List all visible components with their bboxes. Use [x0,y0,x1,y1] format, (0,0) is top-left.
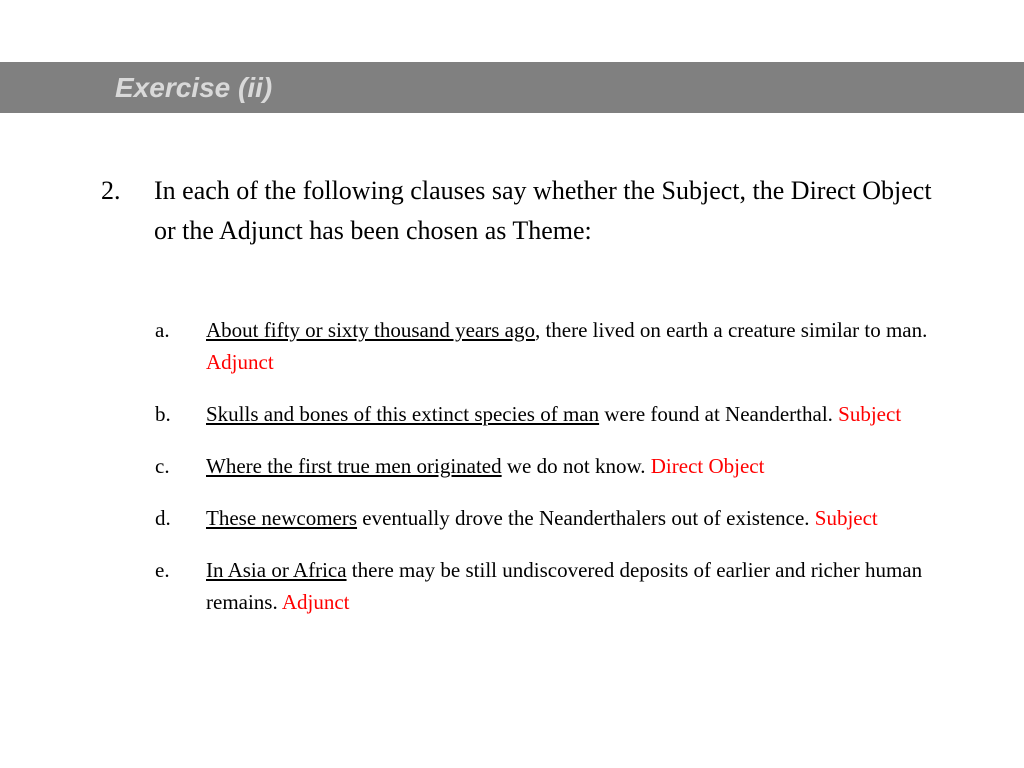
item-theme: Where the first true men originated [206,454,502,478]
item-answer: Subject [814,506,878,530]
item-answer: Adjunct [206,350,274,374]
question-number: 2. [101,176,121,205]
exercise-item-a [155,314,975,378]
item-rest: eventually drove the Neanderthalers out of existence. [357,506,810,530]
item-theme: In Asia or Africa [206,558,347,582]
item-answer: Direct Object [650,454,765,478]
item-answer: Subject [838,402,902,426]
slide-title: Exercise (ii) [115,72,273,103]
item-theme: Skulls and bones of this extinct species of man [206,402,600,426]
item-letter: c. [155,454,170,478]
item-rest: we do not know. [501,454,646,478]
item-theme: About fifty or sixty thousand years ago [206,318,535,342]
exercise-item-b [155,398,975,430]
exercise-item-e [155,554,975,618]
exercise-list [155,314,975,638]
exercise-item-c [155,450,975,482]
item-letter: a. [155,318,170,342]
item-letter: d. [155,506,171,530]
item-rest: , there lived on earth a creature similar to man. [534,318,928,342]
question-text: In each of the following clauses say whether the Subject, the Direct Object or the Adjunct has been chosen as Theme: [154,176,932,245]
item-rest: were found at Neanderthal. [599,402,833,426]
item-rest: there may be still undiscovered deposits of earlier and richer human remains. [206,558,923,614]
item-letter: e. [155,558,170,582]
item-answer: Adjunct [281,590,350,614]
exercise-item-d [155,502,975,534]
item-theme: These newcomers [206,506,358,530]
item-letter: b. [155,402,171,426]
